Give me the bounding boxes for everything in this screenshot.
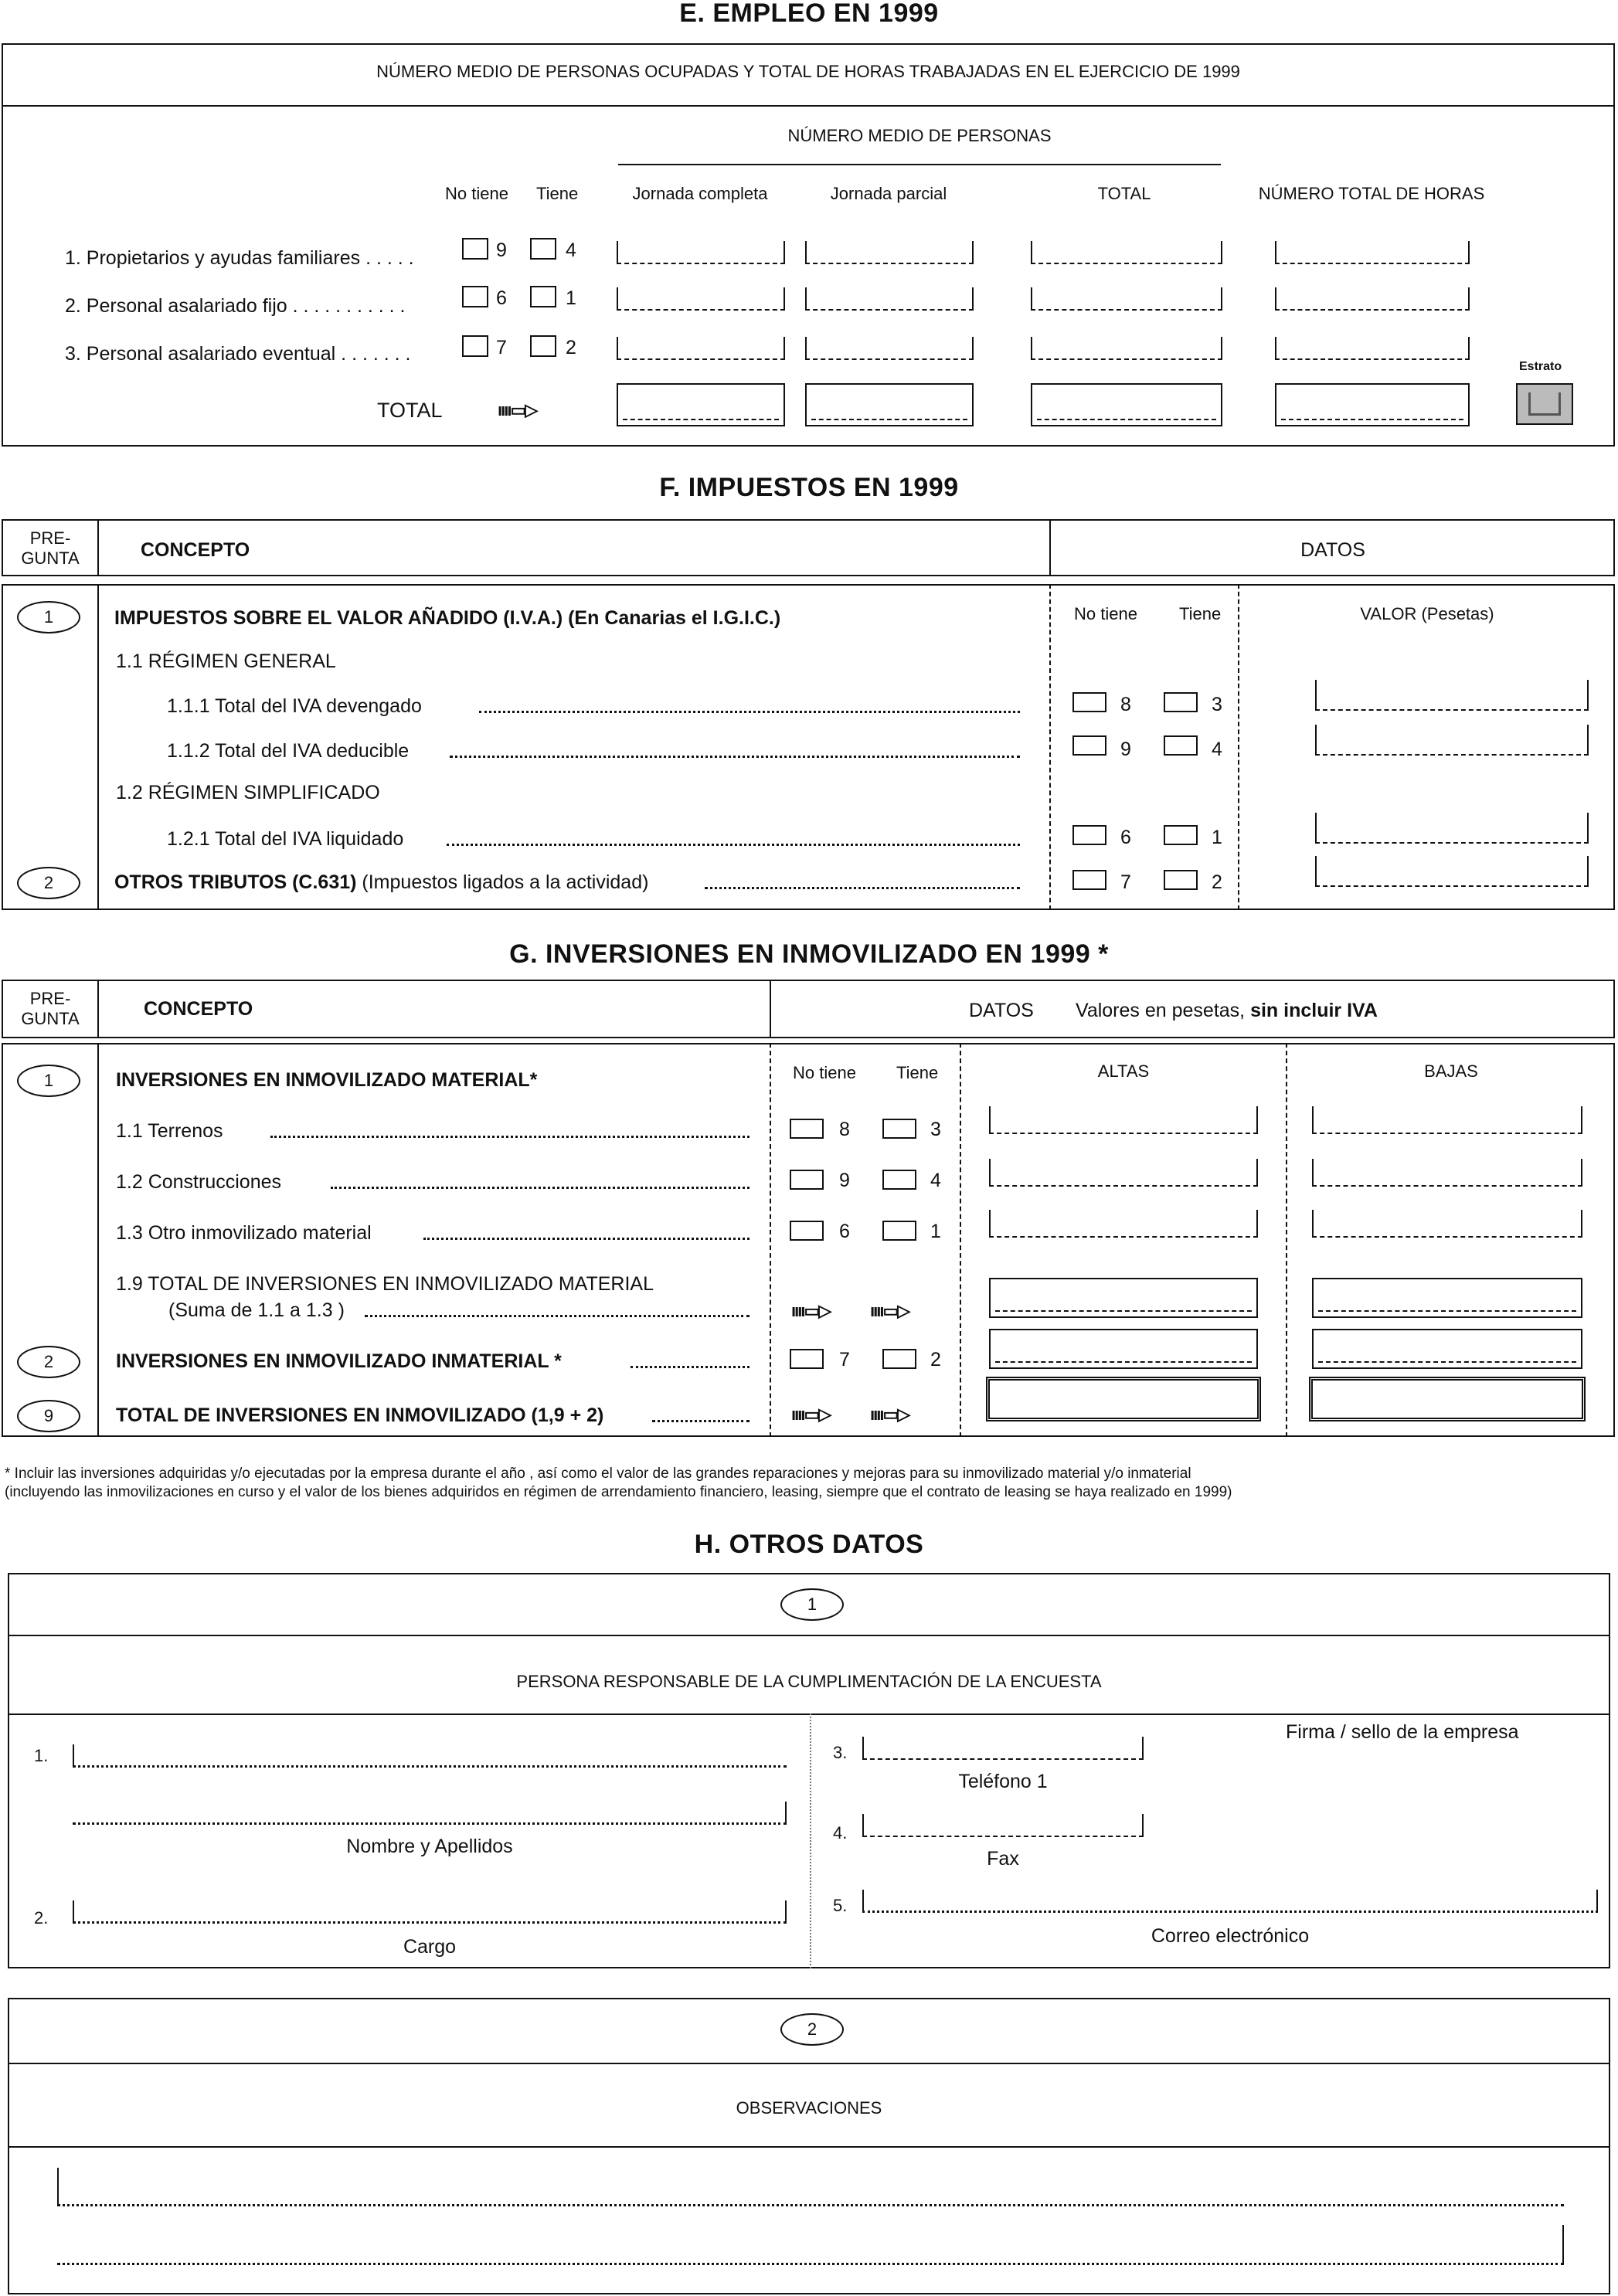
field-parcial-total[interactable]: [805, 383, 974, 426]
field-fax[interactable]: [862, 1814, 1144, 1837]
question-2-badge-h: 2: [780, 2013, 844, 2046]
field-completa-3[interactable]: [617, 337, 785, 360]
field-bajas-construcciones[interactable]: [1312, 1159, 1582, 1187]
checkbox-no-tiene-otro[interactable]: [790, 1221, 824, 1241]
field-total-total[interactable]: [1031, 383, 1222, 426]
total-inversiones-label: TOTAL DE INVERSIONES EN INMOVILIZADO (1,9 + 2): [116, 1404, 604, 1426]
field-telefono[interactable]: [862, 1737, 1144, 1760]
field-nombre-line1[interactable]: [73, 1744, 787, 1768]
checkbox-tiene-2[interactable]: [530, 286, 556, 307]
telefono-label: Teléfono 1: [958, 1771, 1048, 1792]
col-tiene: Tiene: [536, 184, 579, 203]
group-header: NÚMERO MEDIO DE PERSONAS: [787, 126, 1052, 145]
checkbox-no-tiene-otros[interactable]: [1072, 870, 1106, 890]
checkbox-tiene-construcciones[interactable]: [882, 1170, 916, 1190]
field-horas-2[interactable]: [1275, 287, 1470, 311]
col-total: TOTAL: [1097, 184, 1151, 203]
arrow-icon: ıııı▭▷: [870, 1301, 909, 1320]
checkbox-no-tiene-construcciones[interactable]: [790, 1170, 824, 1190]
checkbox-tiene-terrenos[interactable]: [882, 1119, 916, 1139]
arrow-icon: ıııı▭▷: [791, 1404, 831, 1424]
field-bajas-otro[interactable]: [1312, 1210, 1582, 1238]
field-bajas-inmaterial[interactable]: [1312, 1329, 1582, 1369]
checkbox-tiene-otros[interactable]: [1164, 870, 1198, 890]
section-g-title: G. INVERSIONES EN INMOVILIZADO EN 1999 *: [509, 939, 1109, 969]
field-bajas-total-material[interactable]: [1312, 1278, 1582, 1318]
field-total-1[interactable]: [1031, 241, 1222, 264]
row-eventual-label: 3. Personal asalariado eventual . . . . . . .: [65, 343, 411, 365]
field-total-3[interactable]: [1031, 337, 1222, 360]
checkbox-tiene-inmaterial[interactable]: [882, 1349, 916, 1369]
section-e-subtitle: NÚMERO MEDIO DE PERSONAS OCUPADAS Y TOTAL DE HORAS TRABAJADAS EN EL EJERCICIO DE 1999: [376, 62, 1240, 81]
checkbox-no-tiene-deducible[interactable]: [1072, 735, 1106, 756]
checkbox-no-tiene-devengado[interactable]: [1072, 692, 1106, 712]
footnote: * Incluir las inversiones adquiridas y/o ejecutadas por la empresa durante el año , así como el valor de las grandes reparaciones y mejoras para su inmovilizado material y/o inmaterial (incluyendo las inmovilizaciones en curso y el valor de los bienes adquiridos en régimen de arrendamiento financiero, leasing, siempre que el contrato de leasing se haya realizado en 1999): [5, 1466, 1232, 1500]
field-iva-deducible[interactable]: [1315, 725, 1589, 756]
field-altas-total-material[interactable]: [989, 1278, 1258, 1318]
col-jornada-parcial: Jornada parcial: [830, 184, 947, 203]
field-altas-total-inversiones[interactable]: [986, 1377, 1261, 1421]
checkbox-tiene-1[interactable]: [530, 238, 556, 260]
field-completa-2[interactable]: [617, 287, 785, 311]
bajas-header: BAJAS: [1424, 1061, 1478, 1081]
arrow-icon: ıııı▭▷: [791, 1301, 831, 1320]
estrato-label: Estrato: [1519, 360, 1562, 373]
field-altas-terrenos[interactable]: [989, 1106, 1258, 1134]
pregunta-header-f: PRE- GUNTA: [21, 528, 80, 568]
question-1-badge-g: 1: [17, 1065, 80, 1097]
field-iva-liquidado[interactable]: [1315, 813, 1589, 844]
arrow-icon: ıııı▭▷: [498, 400, 537, 419]
question-1-badge-h: 1: [780, 1588, 844, 1621]
field-altas-otro[interactable]: [989, 1210, 1258, 1238]
field-horas-1[interactable]: [1275, 241, 1470, 264]
field-horas-total[interactable]: [1275, 383, 1470, 426]
checkbox-no-tiene-3[interactable]: [462, 335, 488, 357]
cargo-label: Cargo: [403, 1936, 457, 1958]
field-parcial-1[interactable]: [805, 241, 974, 264]
field-completa-total[interactable]: [617, 383, 785, 426]
question-9-badge: 9: [17, 1400, 80, 1432]
section-e-title: E. EMPLEO EN 1999: [679, 0, 939, 28]
field-otros-tributos[interactable]: [1315, 856, 1589, 887]
arrow-icon: ıııı▭▷: [870, 1404, 909, 1424]
field-bajas-total-inversiones[interactable]: [1309, 1377, 1586, 1421]
col-jornada-completa: Jornada completa: [632, 184, 768, 203]
material-title: INVERSIONES EN INMOVILIZADO MATERIAL*: [116, 1069, 538, 1091]
checkbox-tiene-deducible[interactable]: [1164, 735, 1198, 756]
col-no-tiene: No tiene: [445, 184, 508, 203]
field-parcial-2[interactable]: [805, 287, 974, 311]
total-label: TOTAL: [377, 399, 443, 422]
checkbox-tiene-otro[interactable]: [882, 1221, 916, 1241]
field-altas-construcciones[interactable]: [989, 1159, 1258, 1187]
question-2-badge-g: 2: [17, 1346, 80, 1378]
checkbox-no-tiene-liquidado[interactable]: [1072, 825, 1106, 845]
concepto-header-f: CONCEPTO: [141, 539, 250, 561]
checkbox-no-tiene-inmaterial[interactable]: [790, 1349, 824, 1369]
checkbox-tiene-devengado[interactable]: [1164, 692, 1198, 712]
total-material-label: 1.9 TOTAL DE INVERSIONES EN INMOVILIZADO MATERIAL: [116, 1273, 654, 1295]
field-parcial-3[interactable]: [805, 337, 974, 360]
checkbox-no-tiene-terrenos[interactable]: [790, 1119, 824, 1139]
nombre-label: Nombre y Apellidos: [346, 1836, 513, 1857]
construcciones-label: 1.2 Construcciones: [116, 1171, 282, 1193]
question-1-badge: 1: [17, 601, 80, 633]
observaciones-header: OBSERVACIONES: [736, 2098, 882, 2118]
responsable-header: PERSONA RESPONSABLE DE LA CUMPLIMENTACIÓN DE LA ENCUESTA: [516, 1672, 1102, 1691]
iva-title: IMPUESTOS SOBRE EL VALOR AÑADIDO (I.V.A.) (En Canarias el I.G.I.C.): [114, 607, 781, 629]
field-observaciones-line1[interactable]: [57, 2168, 1564, 2206]
question-2-badge: 2: [17, 867, 80, 899]
field-cargo[interactable]: [73, 1900, 787, 1924]
row-fijo-label: 2. Personal asalariado fijo . . . . . . . . . . .: [65, 295, 406, 317]
iva-devengado-label: 1.1.1 Total del IVA devengado: [167, 695, 422, 717]
field-horas-3[interactable]: [1275, 337, 1470, 360]
datos-header-g: DATOS: [969, 1000, 1034, 1021]
concepto-header-g: CONCEPTO: [144, 998, 253, 1020]
col-horas: NÚMERO TOTAL DE HORAS: [1258, 184, 1485, 203]
estrato-box: [1516, 383, 1573, 425]
section-h-title: H. OTROS DATOS: [694, 1530, 924, 1559]
field-completa-1[interactable]: [617, 241, 785, 264]
valor-header: VALOR (Pesetas): [1360, 604, 1494, 623]
datos-header-f: DATOS: [1300, 539, 1365, 561]
correo-label: Correo electrónico: [1151, 1925, 1310, 1947]
field-bajas-terrenos[interactable]: [1312, 1106, 1582, 1134]
checkbox-tiene-liquidado[interactable]: [1164, 825, 1198, 845]
terrenos-label: 1.1 Terrenos: [116, 1120, 223, 1142]
field-iva-devengado[interactable]: [1315, 680, 1589, 711]
fax-label: Fax: [987, 1848, 1019, 1870]
iva-liquidado-label: 1.2.1 Total del IVA liquidado: [167, 828, 404, 850]
checkbox-no-tiene-2[interactable]: [462, 286, 488, 307]
field-altas-inmaterial[interactable]: [989, 1329, 1258, 1369]
otros-tributos-label: OTROS TRIBUTOS (C.631) (Impuestos ligados a la actividad): [114, 871, 649, 893]
field-total-2[interactable]: [1031, 287, 1222, 311]
section-f-title: F. IMPUESTOS EN 1999: [659, 473, 959, 502]
field-correo[interactable]: [862, 1890, 1598, 1913]
datos-note: Valores en pesetas, sin incluir IVA: [1076, 1000, 1378, 1021]
row-propietarios-label: 1. Propietarios y ayudas familiares . . . . .: [65, 247, 414, 269]
pregunta-header-g: PRE- GUNTA: [21, 989, 80, 1028]
field-observaciones-line2[interactable]: [57, 2225, 1564, 2265]
checkbox-tiene-3[interactable]: [530, 335, 556, 357]
otro-inmovilizado-label: 1.3 Otro inmovilizado material: [116, 1222, 372, 1244]
inmaterial-label: INVERSIONES EN INMOVILIZADO INMATERIAL *: [116, 1350, 562, 1372]
checkbox-no-tiene-1[interactable]: [462, 238, 488, 260]
field-nombre-line2[interactable]: [73, 1802, 787, 1825]
firma-label: Firma / sello de la empresa: [1286, 1721, 1519, 1743]
altas-header: ALTAS: [1097, 1061, 1150, 1081]
iva-deducible-label: 1.1.2 Total del IVA deducible: [167, 740, 410, 762]
